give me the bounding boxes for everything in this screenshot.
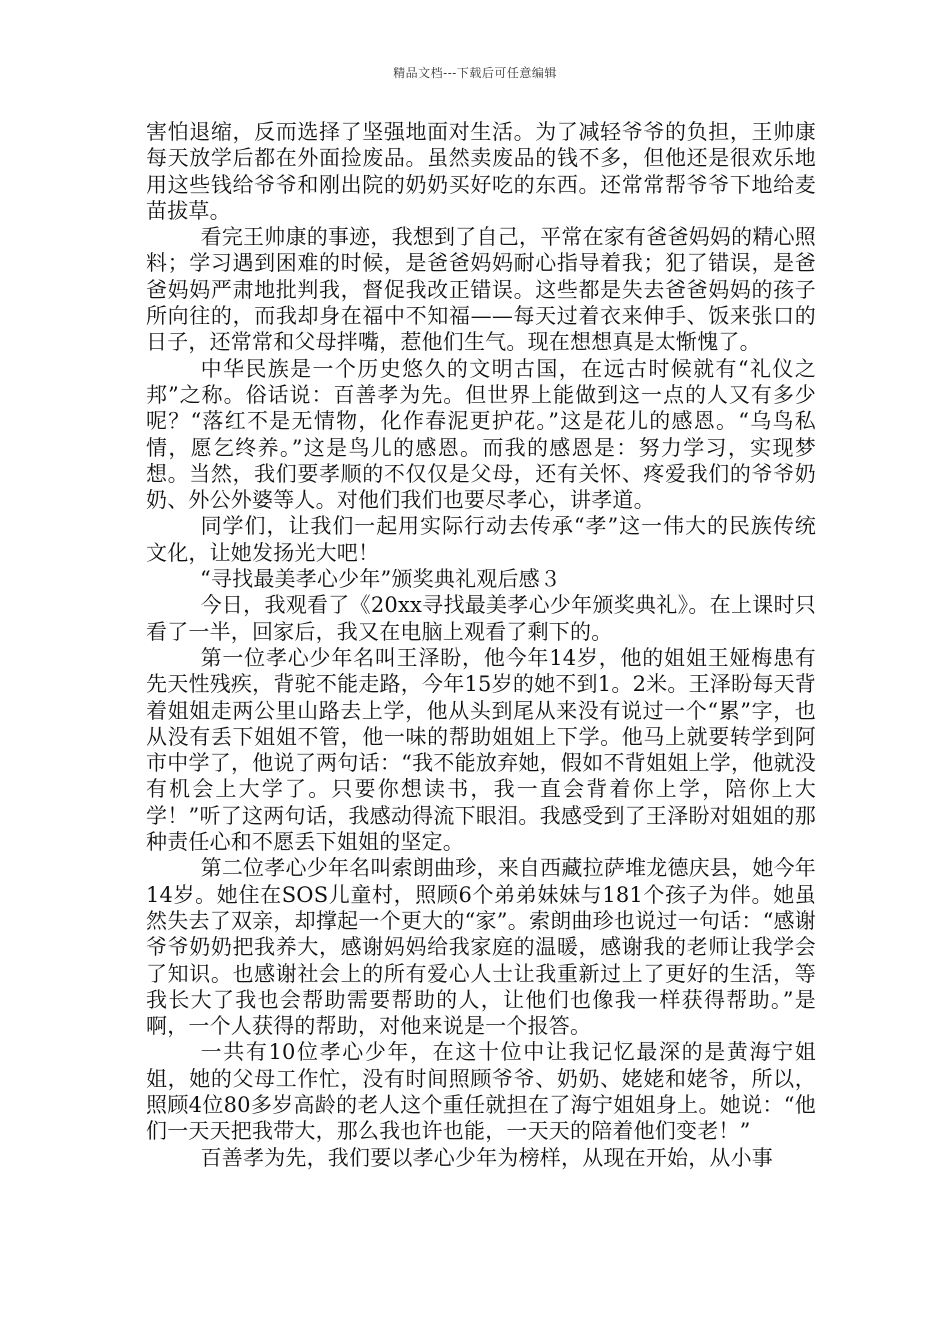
paragraph-call-to-action: 同学们，让我们一起用实际行动去传承“孝”这一伟大的民族传统文化，让她发扬光大吧！ [146,514,816,565]
paragraph-ten-youths: 一共有10位孝心少年，在这十位中让我记忆最深的是黄海宁姐姐，她的父母工作忙，没有时间照顾爷爷、奶奶、姥姥和姥爷，所以，照顾4位80多岁高龄的老人这个重任就担在了海宁姐姐身上。她说：“他们一天天把我带大，那么我也许也能，一天天的陪着他们变老！” [146,1040,816,1144]
paragraph-second-youth: 第二位孝心少年名叫索朗曲珍，来自西藏拉萨堆龙德庆县，她今年14岁。她住在SOS儿童村，照顾6个弟弟妹妹与181个孩子为伴。她虽然失去了双亲，却撑起一个更大的“家”。索朗曲珍也说过一句话：“感谢爷爷奶奶把我养大，感谢妈妈给我家庭的温暖，感谢我的老师让我学会了知识。也感谢社会上的所有爱心人士让我重新过上了更好的生活，等我长大了我也会帮助需要帮助的人，让他们也像我一样获得帮助。”是啊，一个人获得的帮助，对他来说是一个报答。 [146,856,816,1039]
paragraph-first-youth: 第一位孝心少年名叫王泽盼，他今年14岁，他的姐姐王娅梅患有先天性残疾，背驼不能走路，今年15岁的她不到1。2米。王泽盼每天背着姐姐走两公里山路去上学，他从头到尾从来没有说过一个“累”字，也从没有丢下姐姐不管，他一味的帮助姐姐上下学。他马上就要转学到阿市中学了，他说了两句话：“我不能放弃她，假如不背姐姐上学，他就没有机会上大学了。只要你想读书，我一直会背着你上学，陪你上大学！”听了这两句话，我感动得流下眼泪。我感受到了王泽盼对姐姐的那种责任心和不愿丢下姐姐的坚定。 [146,645,816,855]
paragraph-continuation: 害怕退缩，反而选择了坚强地面对生活。为了减轻爷爷的负担，王帅康每天放学后都在外面捡废品。虽然卖废品的钱不多，但他还是很欢乐地用这些钱给爷爷和刚出院的奶奶买好吃的东西。还常常帮爷爷下地给麦苗拔草。 [146,120,816,223]
paragraph-intro: 今日，我观看了《20xx寻找最美孝心少年颁奖典礼》。在上课时只看了一半，回家后，我又在电脑上观看了剩下的。 [146,593,816,644]
page-header: 精品文档---下载后可任意编辑 [393,66,557,80]
section-title: “寻找最美孝心少年”颁奖典礼观后感３ [200,567,562,592]
paragraph-chinese-nation: 中华民族是一个历史悠久的文明古国，在远古时候就有“礼仪之邦”之称。俗话说：百善孝为先。但世界上能做到这一点的人又有多少呢？“落红不是无情物，化作春泥更护花。”这是花儿的感恩。“乌鸟私情，愿乞终养。”这是鸟儿的感恩。而我的感恩是：努力学习，实现梦想。当然，我们要孝顺的不仅仅是父母，还有关怀、疼爱我们的爷爷奶奶、外公外婆等人。对他们我们也要尽孝心，讲孝道。 [146,356,816,513]
document-body [146,119,816,1171]
paragraph-conclusion: 百善孝为先，我们要以孝心少年为榜样，从现在开始，从小事 [200,1145,773,1170]
paragraph-reflection: 看完王帅康的事迹，我想到了自己，平常在家有爸爸妈妈的精心照料；学习遇到困难的时候，是爸爸妈妈耐心指导着我；犯了错误，是爸爸妈妈严肃地批判我，督促我改正错误。这些都是失去爸爸妈妈的孩子所向往的，而我却身在福中不知福——每天过着衣来伸手、饭来张口的日子，还常常和父母拌嘴，惹他们生气。现在想想真是太惭愧了。 [146,225,816,355]
